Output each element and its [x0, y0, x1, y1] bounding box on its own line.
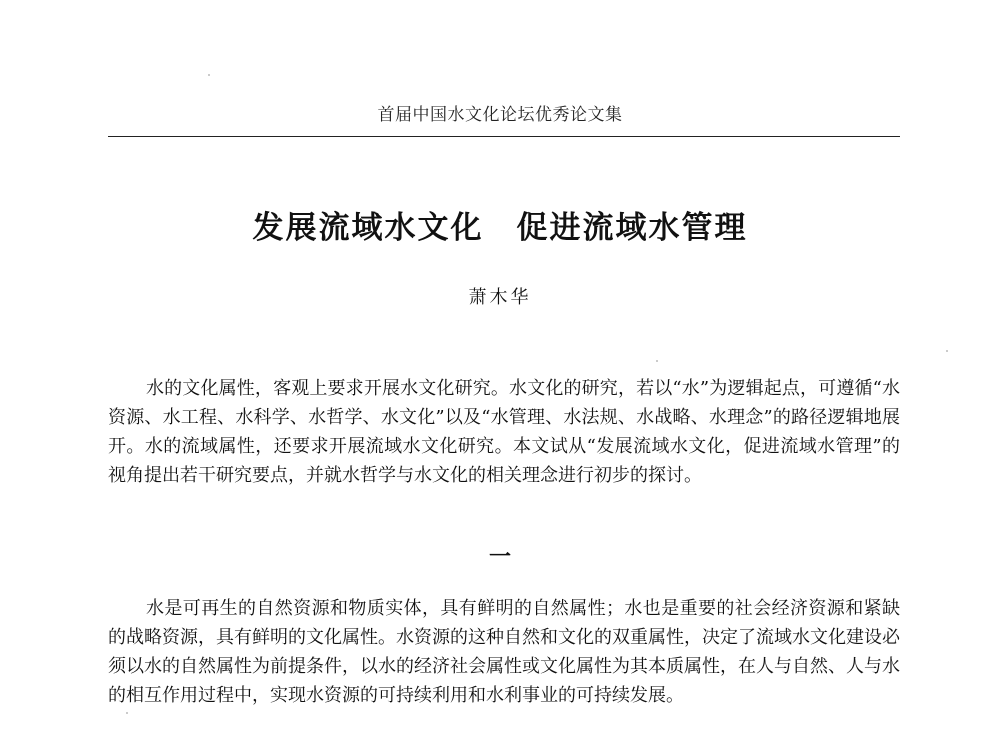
paper-title: 发展流域水文化 促进流域水管理: [252, 210, 748, 246]
author-name: 萧木华: [468, 287, 532, 308]
abstract-paragraph: 水的文化属性，客观上要求开展水文化研究。水文化的研究，若以“水”为逻辑起点，可遵循“水资源、水工程、水科学、水哲学、水文化”以及“水管理、水法规、水战略、水理念”的路径逻辑地展开。水的流域属性，还要求开展流域水文化研究。本文试从“发展流域水文化，促进流域水管理”的视角提出若干研究要点，并就水哲学与水文化的相关理念进行初步的探讨。: [108, 378, 900, 486]
section-number: 一: [488, 544, 511, 570]
header-divider: [108, 136, 900, 137]
scan-speck: [946, 350, 948, 352]
running-header: 首届中国水文化论坛优秀论文集: [377, 105, 623, 125]
scan-speck: [208, 74, 210, 76]
scan-speck: [126, 712, 128, 714]
scan-speck: [656, 360, 658, 362]
section-paragraph: 水是可再生的自然资源和物质实体，具有鲜明的自然属性；水也是重要的社会经济资源和紧缺的战略资源，具有鲜明的文化属性。水资源的这种自然和文化的双重属性，决定了流域水文化建设必须以水的自然属性为前提条件，以水的经济社会属性或文化属性为其本质属性，在人与自然、人与水的相互作用过程中，实现水资源的可持续利用和水利事业的可持续发展。: [108, 598, 900, 706]
